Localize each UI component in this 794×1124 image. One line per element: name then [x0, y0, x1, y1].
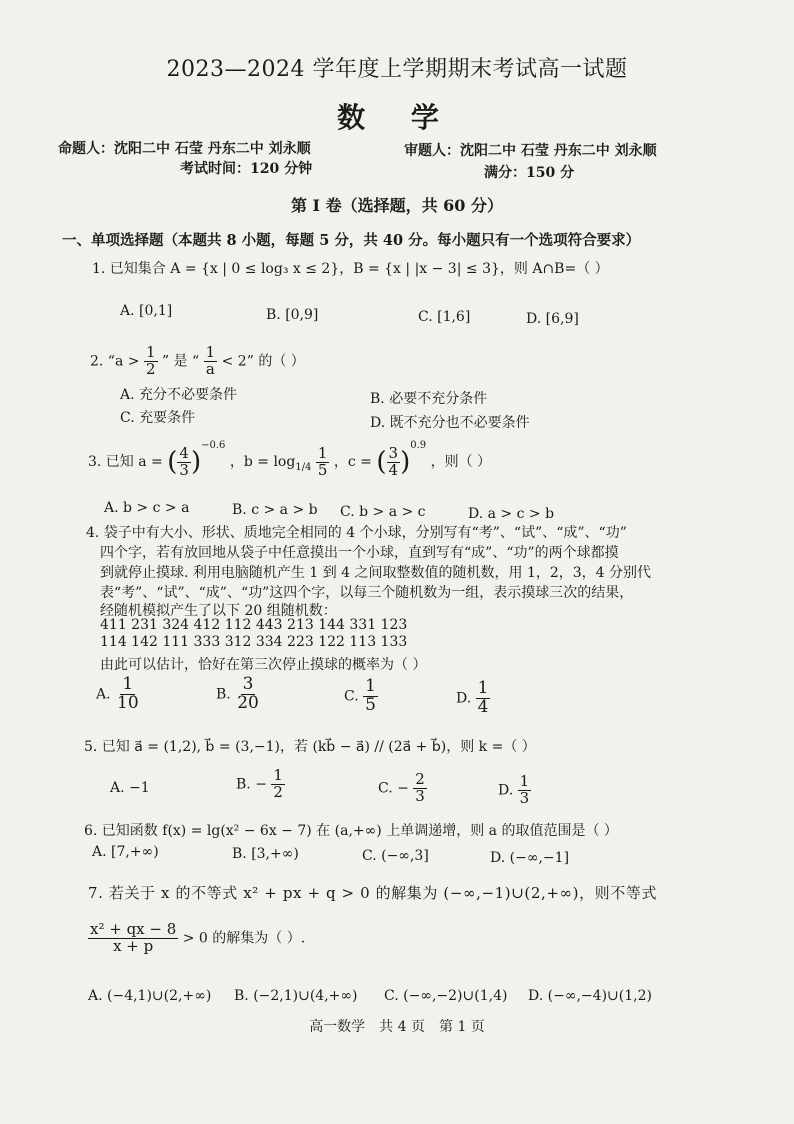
q4-d-label: D. — [456, 690, 472, 707]
q7-frac-den: x + p — [113, 936, 154, 955]
reviewer-line: 审题人：沈阳二中 石莹 丹东二中 刘永顺 — [404, 143, 657, 159]
q5-c-num: 2 — [415, 770, 425, 788]
q6-option-b: B. [3,+∞) — [232, 846, 299, 862]
q3-option-d: D. a > c > b — [468, 506, 555, 522]
q4-option-d — [456, 680, 490, 717]
question-6-stem: 6. 已知函数 f(x) = lg(x² − 6x − 7) 在 (a,+∞) 上单调递增，则 a 的取值范围是（ ） — [84, 823, 618, 839]
q4-line-5: 经随机模拟产生了以下 20 组随机数： — [100, 603, 337, 619]
q3-b-fraction — [316, 443, 330, 479]
q5-option-a: A. −1 — [110, 780, 150, 796]
q7-option-d: D. (−∞,−4)∪(1,2) — [528, 988, 652, 1004]
q7-option-b: B. (−2,1)∪(4,+∞) — [234, 988, 358, 1004]
q4-option-c — [344, 678, 378, 715]
q2-f1-den: 2 — [145, 359, 156, 378]
q4-d-num: 1 — [477, 678, 489, 698]
q3-a-exponent: −0.6 — [201, 440, 226, 451]
q4-c-den: 5 — [365, 694, 376, 715]
q6-option-c: C. (−∞,3] — [362, 848, 429, 864]
q2-option-b: B. 必要不充分条件 — [370, 391, 488, 407]
q2-f1-num: 1 — [145, 343, 156, 361]
q6-option-d: D. (−∞,−1] — [490, 850, 570, 866]
q7-option-a: A. (−4,1)∪(2,+∞) — [88, 988, 212, 1004]
q4-b-den: 20 — [237, 692, 259, 713]
q2-fraction-reciprocal — [204, 345, 218, 378]
question-7-stem: 7. 若关于 x 的不等式 x² + px + q > 0 的解集为 (−∞,−1)∪(2,+∞)，则不等式 — [88, 884, 658, 902]
q2-option-c: C. 充要条件 — [120, 410, 196, 426]
q4-a-label: A. — [96, 686, 111, 703]
q3-a-num: 4 — [179, 443, 189, 462]
q4-b-fraction — [235, 676, 261, 713]
q3-c-text: ，c = — [333, 454, 372, 470]
q4-a-num: 1 — [122, 674, 134, 694]
q2-text-post: < 2” 的（ ） — [221, 353, 305, 370]
q2-f2-den: a — [205, 359, 215, 378]
q3-text-post: ，则（ ） — [430, 454, 492, 470]
q5-b-den: 2 — [273, 782, 283, 801]
section-title: 第 Ⅰ 卷（选择题，共 60 分） — [290, 196, 504, 215]
q7-inequality — [88, 922, 305, 955]
q4-option-a — [96, 676, 141, 713]
q5-d-den: 3 — [519, 788, 530, 807]
q2-f2-num: 1 — [205, 343, 216, 361]
q5-c-label: C. − — [378, 780, 409, 797]
q3-b-base: 1/4 — [295, 461, 312, 473]
q4-b-num: 3 — [242, 674, 254, 694]
q3-option-a: A. b > c > a — [104, 500, 190, 516]
q5-option-b — [236, 768, 285, 801]
q2-fraction-half — [144, 345, 158, 378]
q5-b-num: 1 — [273, 766, 283, 784]
q3-c-den: 4 — [388, 460, 399, 479]
exam-title: 2023—2024 学年度上学期期末考试高一试题 — [166, 57, 628, 82]
q6-option-a: A. [7,+∞) — [92, 844, 159, 860]
q1-option-c: C. [1,6] — [418, 309, 471, 325]
q3-c-num: 3 — [388, 443, 399, 462]
q7-frac-num: x² + qx − 8 — [90, 920, 177, 938]
q1-option-a: A. [0,1] — [120, 303, 173, 319]
q4-d-den: 4 — [477, 696, 489, 717]
q4-line-1: 4. 袋子中有大小、形状、质地完全相同的 4 个小球，分别写有“考”、“试”、“成”、“功” — [86, 525, 627, 541]
q3-text-pre: 3. 已知 a = — [88, 454, 163, 470]
question-5-stem: 5. 已知 a⃗ = (1,2), b⃗ = (3,−1)，若 (kb⃗ − a⃗) // (2a⃗ + b⃗)，则 k =（ ） — [84, 739, 536, 755]
q3-option-b: B. c > a > b — [232, 502, 318, 518]
q4-line-4: 表“考”、“试”、“成”、“功”这四个字，以每三个随机数为一组，表示摸球三次的结果， — [100, 585, 634, 601]
q4-d-fraction — [476, 680, 491, 717]
q5-c-den: 3 — [415, 786, 425, 805]
q5-option-d — [498, 774, 531, 807]
q5-option-c — [378, 772, 427, 805]
author-line: 命题人：沈阳二中 石莹 丹东二中 刘永顺 — [58, 141, 311, 157]
q3-b-text: ，b = log — [229, 454, 296, 470]
q1-option-d: D. [6,9] — [526, 311, 579, 327]
q4-b-label: B. — [216, 686, 231, 703]
question-3-stem: 3. 已知 a = ( $\frac{4}{3}$ )$^{-0.6}$ ，$b = \log_{1/4}$ $\frac{1}{5}$ ，c = ( $\frac{3}{4}$ )$^{0.9}$ ，则（ ） — [88, 440, 492, 479]
q4-line-8: 由此可以估计，恰好在第三次停止摸球的概率为（ ） — [100, 657, 427, 673]
q4-option-b — [216, 676, 261, 713]
q2-option-d: D. 既不充分也不必要条件 — [370, 415, 530, 431]
q5-d-fraction — [518, 774, 532, 807]
q4-c-num: 1 — [365, 676, 376, 696]
q3-c-fraction — [387, 443, 401, 479]
q7-fraction — [88, 922, 178, 955]
q2-text-pre: 2. “a > — [90, 353, 140, 370]
q5-b-label: B. − — [236, 776, 267, 793]
q3-option-c: C. b > a > c — [340, 504, 426, 520]
q4-c-fraction — [363, 678, 378, 715]
q7-option-c: C. (−∞,−2)∪(1,4) — [384, 988, 508, 1004]
page-footer: 高一数学 共 4 页 第 1 页 — [309, 1019, 485, 1035]
q3-a-den: 3 — [179, 460, 189, 479]
q2-text-mid: ” 是 “ — [161, 353, 200, 370]
q4-random-row-2: 114 142 111 333 312 334 223 122 113 133 — [100, 634, 408, 650]
q5-d-num: 1 — [519, 772, 530, 790]
q4-line-3: 到就停止摸球. 利用电脑随机产生 1 到 4 之间取整数值的随机数，用 1，2，3，4 分别代 — [100, 565, 652, 581]
question-1-stem: 1. 已知集合 A = {x | 0 ≤ log₃ x ≤ 2}，B = {x | |x − 3| ≤ 3}，则 A∩B=（ ） — [92, 261, 609, 277]
q5-c-fraction — [413, 772, 427, 805]
q1-option-b: B. [0,9] — [266, 307, 319, 323]
q5-d-label: D. — [498, 782, 514, 799]
q4-line-2: 四个字，若有放回地从袋子中任意摸出一个小球，直到写有“成”、“功”的两个球都摸 — [100, 545, 619, 561]
subject-title: 数 学 — [337, 101, 457, 134]
question-2-stem — [90, 345, 305, 378]
q4-c-label: C. — [344, 688, 359, 705]
q3-a-fraction — [177, 443, 191, 479]
q3-b-den: 5 — [317, 460, 328, 479]
q4-a-den: 10 — [117, 692, 139, 713]
full-score: 满分：150 分 — [484, 165, 575, 181]
q3-b-num: 1 — [317, 443, 328, 462]
q4-random-row-1: 411 231 324 412 112 443 213 144 331 123 — [100, 617, 408, 633]
exam-time: 考试时间：120 分钟 — [180, 161, 313, 177]
q3-c-exponent: 0.9 — [410, 440, 427, 451]
q2-option-a: A. 充分不必要条件 — [120, 387, 238, 403]
q4-a-fraction — [115, 676, 141, 713]
part-one-heading: 一、单项选择题（本题共 8 小题，每题 5 分，共 40 分。每小题只有一个选项符合要求） — [62, 232, 641, 249]
q5-b-fraction — [271, 768, 285, 801]
q7-frac-post: > 0 的解集为（ ）. — [182, 930, 306, 947]
